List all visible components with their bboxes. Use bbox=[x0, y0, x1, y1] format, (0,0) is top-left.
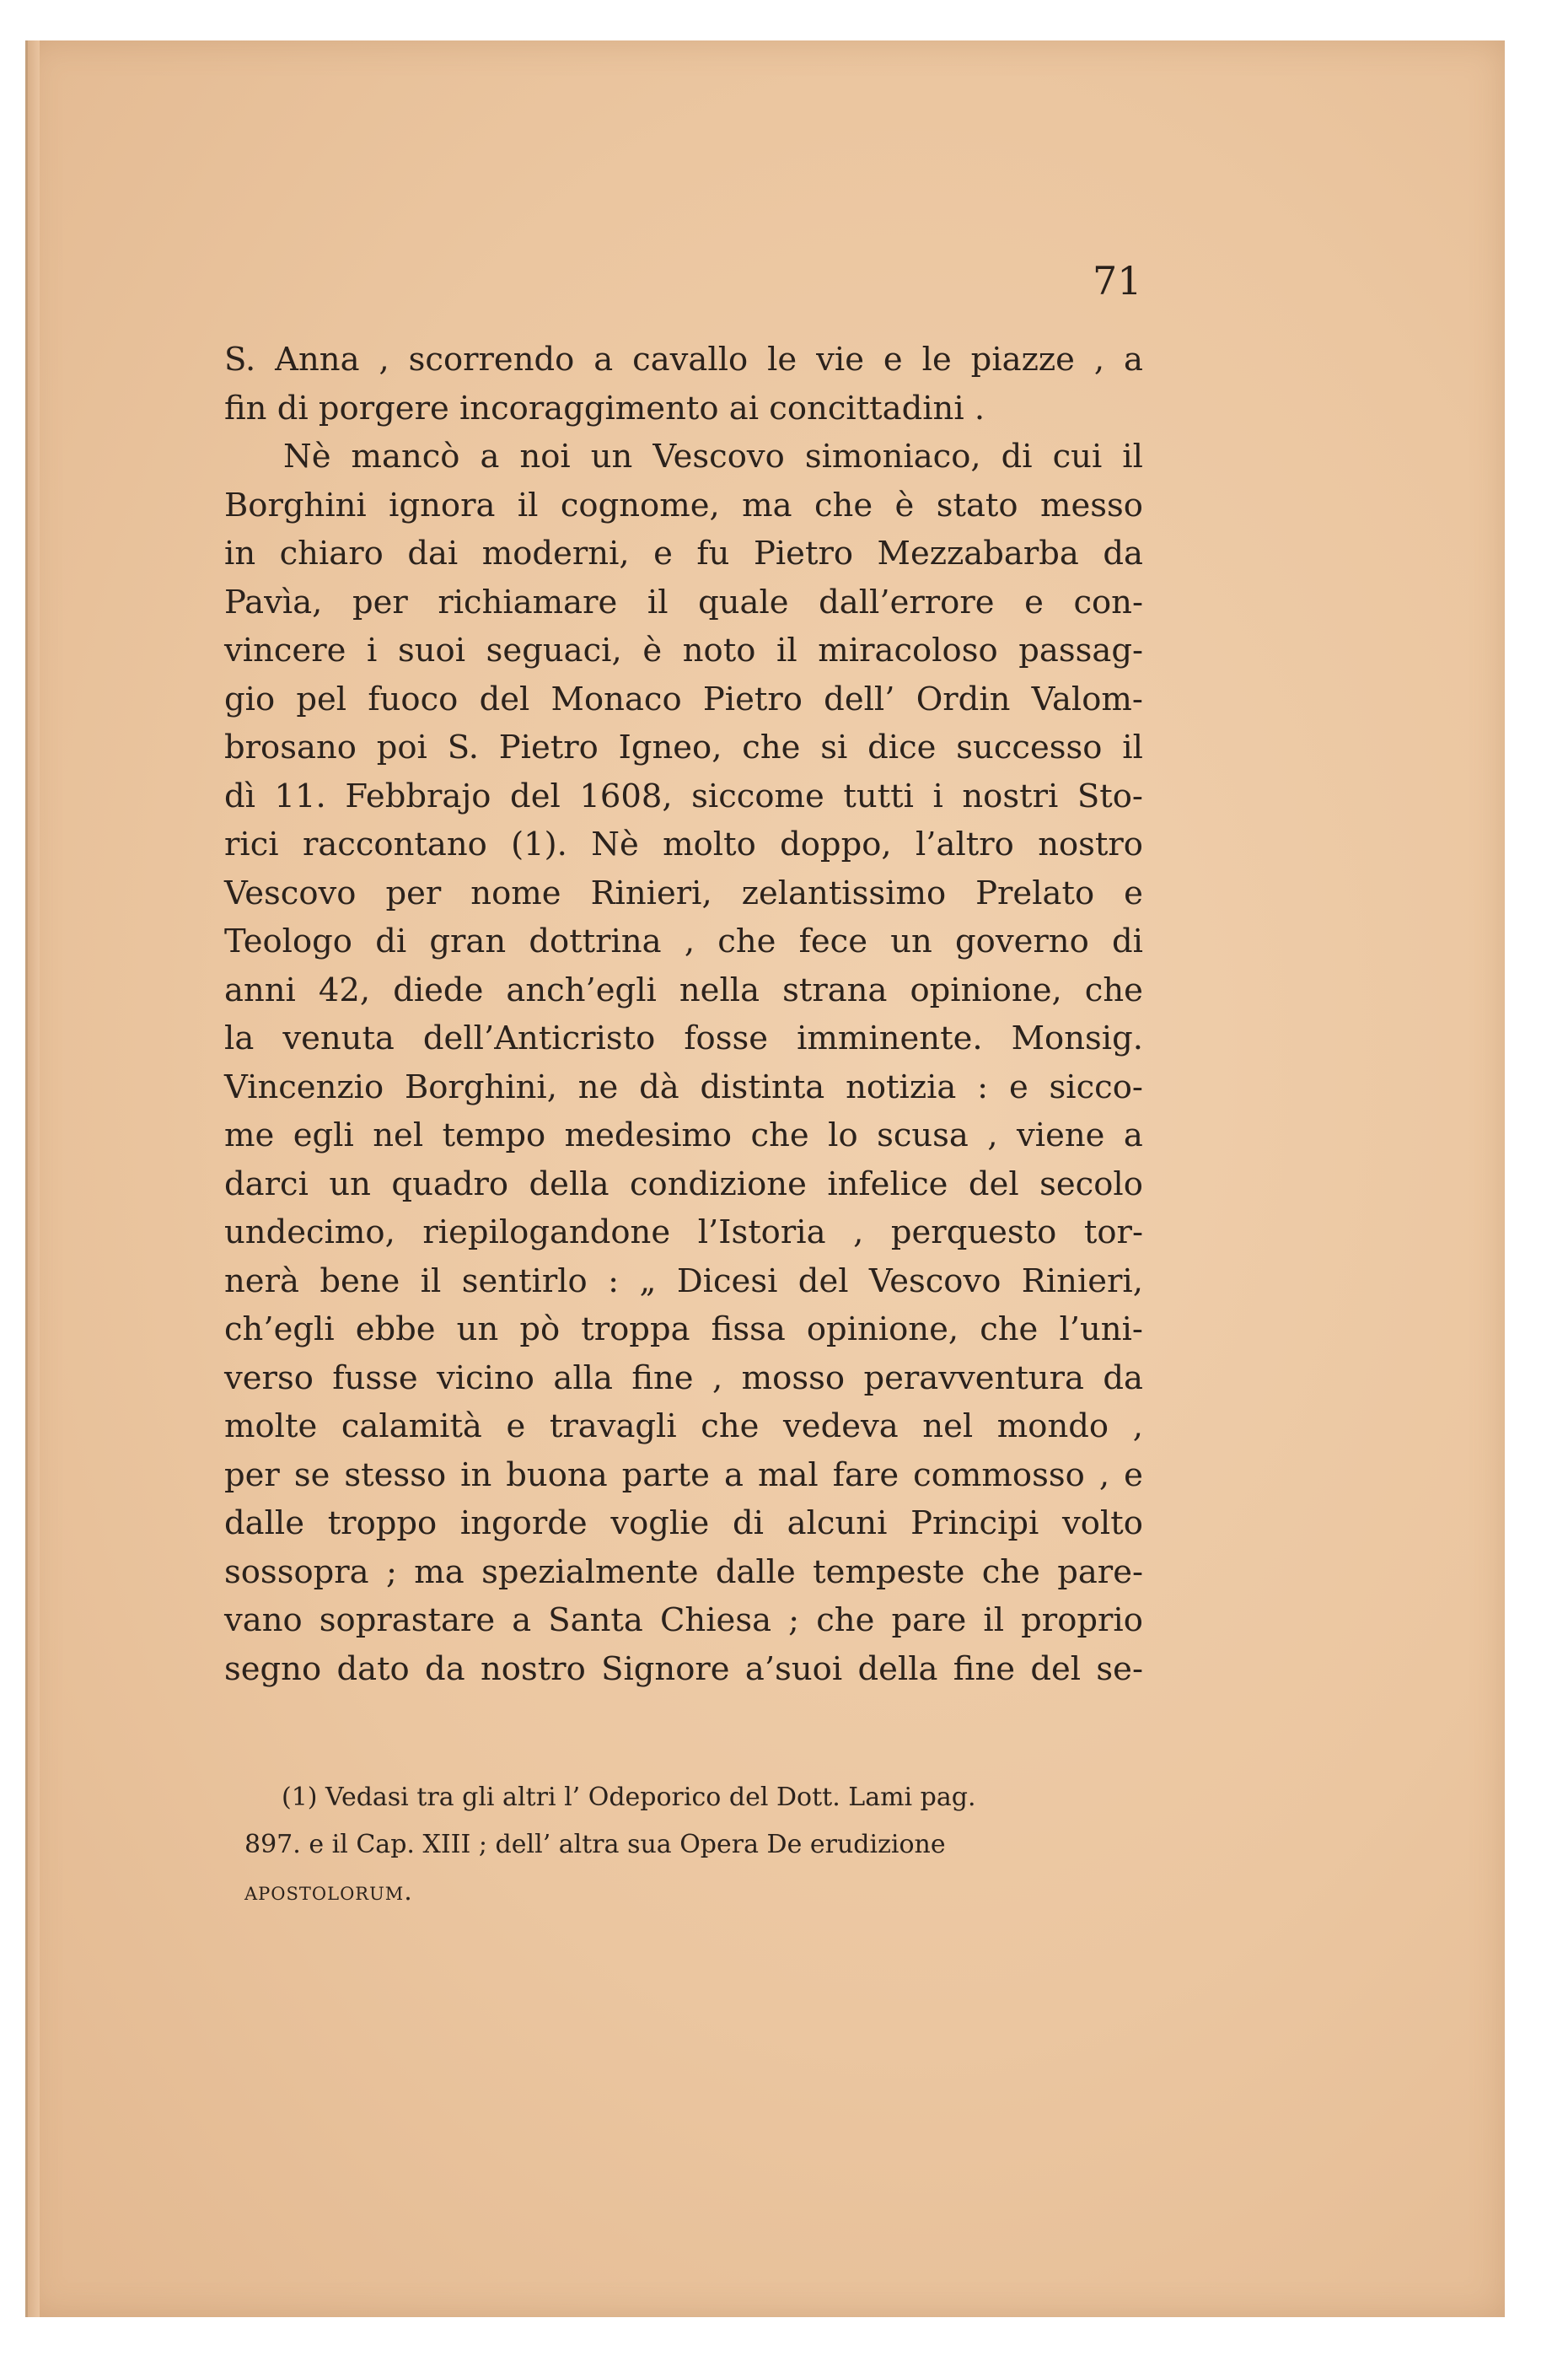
text-line: dalle troppo ingorde voglie di alcuni Principi volto bbox=[224, 1504, 1143, 1542]
text-line: Teologo di gran dottrina , che fece un governo di bbox=[224, 922, 1143, 960]
page-number: 71 bbox=[1093, 258, 1142, 304]
body-text bbox=[224, 336, 1143, 1693]
text-line: fin di porgere incoraggimento ai concittadini . bbox=[224, 389, 985, 428]
text-line: Vincenzio Borghini, ne dà distinta notizia : e sicco- bbox=[224, 1068, 1143, 1106]
footnote bbox=[244, 1774, 1143, 1916]
text-line: sossopra ; ma spezialmente dalle tempeste che pare- bbox=[224, 1552, 1143, 1591]
text-line: verso fusse vicino alla fine , mosso peravventura da bbox=[224, 1358, 1143, 1397]
text-line: vincere i suoi seguaci, è noto il miracoloso passag- bbox=[224, 632, 1143, 670]
text-line: gio pel fuoco del Monaco Pietro dell’ Ordin Valom- bbox=[224, 680, 1143, 718]
text-line: Pavìa, per richiamare il quale dall’errore e con- bbox=[224, 583, 1143, 621]
text-line: dì 11. Febbrajo del 1608, siccome tutti i nostri Sto- bbox=[224, 777, 1143, 815]
text-line: vano soprastare a Santa Chiesa ; che pare il proprio bbox=[224, 1601, 1143, 1639]
text-line: nerà bene il sentirlo : „ Dicesi del Vescovo Rinieri, bbox=[224, 1261, 1143, 1300]
text-line: segno dato da nostro Signore a’suoi della fine del se- bbox=[224, 1649, 1143, 1688]
footnote-line-2: 897. e il Cap. XIII ; dell’ altra sua Opera De erudizione bbox=[244, 1830, 946, 1859]
text-line: rici raccontano (1). Nè molto doppo, l’altro nostro bbox=[224, 826, 1143, 863]
text-line: S. Anna , scorrendo a cavallo le vie e le piazze , a bbox=[224, 341, 1143, 379]
text-line: la venuta dell’Anticristo fosse imminente. Monsig. bbox=[224, 1019, 1143, 1057]
text-line: Borghini ignora il cognome, ma che è stato messo bbox=[224, 486, 1143, 524]
text-line: per se stesso in buona parte a mal fare commosso , e bbox=[224, 1455, 1143, 1494]
footnote-line-3: apostolorum. bbox=[244, 1877, 413, 1907]
text-line: ch’egli ebbe un pò troppa fissa opinione, che l’uni- bbox=[224, 1310, 1143, 1348]
text-line: molte calamità e travagli che vedeva nel mondo , bbox=[224, 1407, 1143, 1445]
text-line: undecimo, riepilogandone l’Istoria , perquesto tor- bbox=[224, 1213, 1143, 1251]
text-line: darci un quadro della condizione infelice del secolo bbox=[224, 1164, 1143, 1203]
text-line: in chiaro dai moderni, e fu Pietro Mezzabarba da bbox=[224, 535, 1143, 573]
footnote-line-1: (1) Vedasi tra gli altri l’ Odeporico del Dott. Lami pag. bbox=[282, 1783, 976, 1812]
text-line: me egli nel tempo medesimo che lo scusa , viene a bbox=[224, 1116, 1143, 1154]
binding-edge bbox=[28, 40, 40, 2317]
text-line: brosano poi S. Pietro Igneo, che si dice successo il bbox=[224, 729, 1143, 766]
text-line: anni 42, diede anch’egli nella strana opinione, che bbox=[224, 971, 1143, 1009]
text-line: Vescovo per nome Rinieri, zelantissimo Prelato e bbox=[224, 874, 1143, 912]
text-line: Nè mancò a noi un Vescovo simoniaco, di cui il bbox=[283, 438, 1143, 476]
